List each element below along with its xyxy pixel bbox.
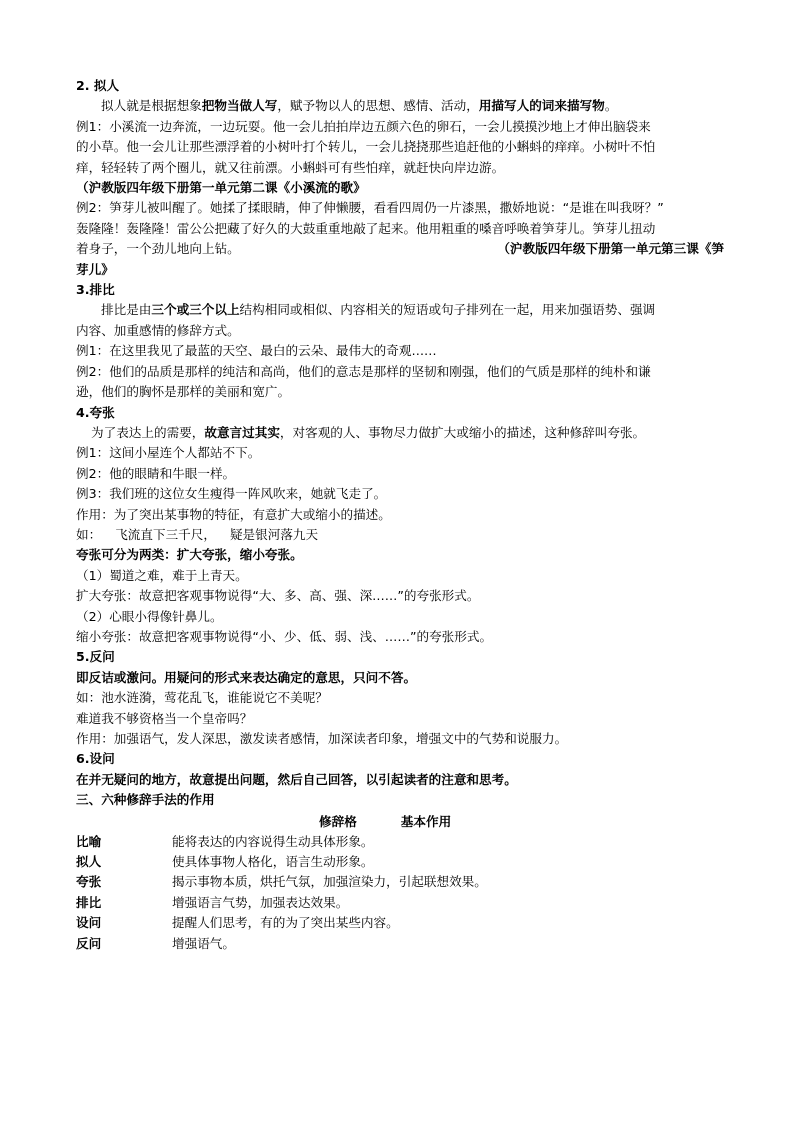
section-heading-hyperbole: 4.夸张	[76, 404, 115, 420]
document-page	[76, 76, 724, 954]
example-line: 逊，他们的胸怀是那样的美丽和宽广。	[76, 384, 291, 400]
poem-example: 如： 飞流直下三千尺， 疑是银河落九天	[76, 526, 319, 542]
effect-line: 作用：加强语气，发人深思，激发读者感情，加深读者印象，增强文中的气势和说服力。	[76, 731, 568, 746]
type-definition: 缩小夸张：故意把客观事物说得“小、少、低、弱、浅、……”的夸张形式。	[76, 628, 493, 644]
hyperbole-definition: 为了表达上的需要，故意言过其实，对客观的人、事物尽力做扩大或缩小的描述，这种修辞叫夸张。	[91, 424, 646, 440]
example-line: 例2：他们的品质是那样的纯洁和高尚，他们的意志是那样的坚韧和刚强，他们的气质是那样的纯朴和谦	[76, 363, 651, 379]
example-line: 例2：笋芽儿被叫醒了。她揉了揉眼睛，伸了伸懒腰，看看四周仍一片漆黑，撒娇地说：“是谁在叫我呀？”	[76, 200, 664, 216]
example-line: （2）心眼小得像针鼻儿。	[76, 608, 223, 624]
table-row: 比喻 能将表达的内容说得生动具体形象。	[76, 833, 374, 849]
example-line: 的小草。他一会儿让那些漂浮着的小树叶打个转儿，一会儿挠挠那些追赶他的小蝌蚪的痒痒。小树叶不怕	[76, 139, 656, 155]
source-citation: 芽儿》	[76, 261, 114, 277]
effect-line: 作用：为了突出某事物的特征，有意扩大或缩小的描述。	[76, 506, 391, 522]
hyperbole-types: 夸张可分为两类：扩大夸张，缩小夸张。	[76, 547, 303, 563]
type-definition: 扩大夸张：故意把客观事物说得“大、多、高、强、深……”的夸张形式。	[76, 588, 480, 604]
example-line: 例2：他的眼睛和牛眼一样。	[76, 465, 236, 481]
section-heading-hypophora: 6.设问	[76, 751, 115, 767]
example-line: 例1：小溪流一边奔流，一边玩耍。他一会儿拍拍岸边五颜六色的卵石，一会儿摸摸沙地上才伸出脑袋来	[76, 118, 651, 134]
table-row: 排比 增强语言气势，加强表达效果。	[76, 894, 349, 910]
source-citation: （沪教版四年级下册第一单元第三课《笋	[497, 241, 724, 257]
parallelism-definition-cont: 内容、加重感情的修辞方式。	[76, 322, 240, 338]
table-row: 夸张 揭示事物本质，烘托气氛，加强渲染力，引起联想效果。	[76, 874, 487, 890]
source-citation: （沪教版四年级下册第一单元第二课《小溪流的歌》	[76, 180, 366, 196]
example-line-with-citation: 着身子，一个劲儿地向上钻。 （沪教版四年级下册第一单元第三课《笋	[76, 239, 724, 259]
example-line: 难道我不够资格当一个皇帝吗？	[76, 710, 253, 726]
column-header-figure: 修辞格	[319, 813, 357, 829]
rhetorical-question-definition: 即反诘或激问。用疑问的形式来表达确定的意思，只问不答。	[76, 669, 417, 685]
hypophora-definition: 在并无疑问的地方，故意提出问题，然后自己回答，以引起读者的注意和思考。	[76, 771, 517, 787]
example-line: 例1：这间小屋连个人都站不下。	[76, 445, 261, 461]
example-line: （1）蜀道之难，难于上青天。	[76, 567, 248, 583]
table-row: 反问 增强语气。	[76, 935, 235, 951]
example-line: 轰隆隆！轰隆隆！雷公公把藏了好久的大鼓重重地敲了起来。他用粗重的嗓音呼唤着笋芽儿。笋芽儿扭动	[76, 220, 656, 236]
example-line: 例1：在这里我见了最蓝的天空、最白的云朵、最伟大的奇观……	[76, 343, 437, 359]
section-heading-personification: 2. 拟人	[76, 78, 120, 93]
example-line: 如：池水涟漪，莺花乱飞，谁能说它不美呢？	[76, 690, 328, 706]
parallelism-definition: 排比是由三个或三个以上结构相同或相似、内容相关的短语或句子排列在一起，用来加强语势、强调	[101, 302, 656, 318]
part-three-heading: 三、六种修辞手法的作用	[76, 792, 215, 808]
table-row: 拟人 使具体事物人格化，语言生动形象。	[76, 854, 374, 870]
section-heading-parallelism: 3.排比	[76, 282, 115, 298]
personification-definition: 拟人就是根据想象把物当做人写，赋予物以人的思想、感情、活动，用描写人的词来描写物。	[101, 98, 618, 114]
table-header	[76, 811, 724, 832]
table-row: 设问 提醒人们思考，有的为了突出某些内容。	[76, 915, 399, 931]
section-heading-rhetorical-question: 5.反问	[76, 649, 115, 665]
column-header-effect: 基本作用	[400, 813, 452, 829]
example-line: 痒，轻轻转了两个圈儿，就又往前漂。小蝌蚪可有些怕痒，就赶快向岸边游。	[76, 159, 505, 175]
example-line: 例3：我们班的这位女生瘦得一阵风吹来，她就飞走了。	[76, 486, 387, 502]
